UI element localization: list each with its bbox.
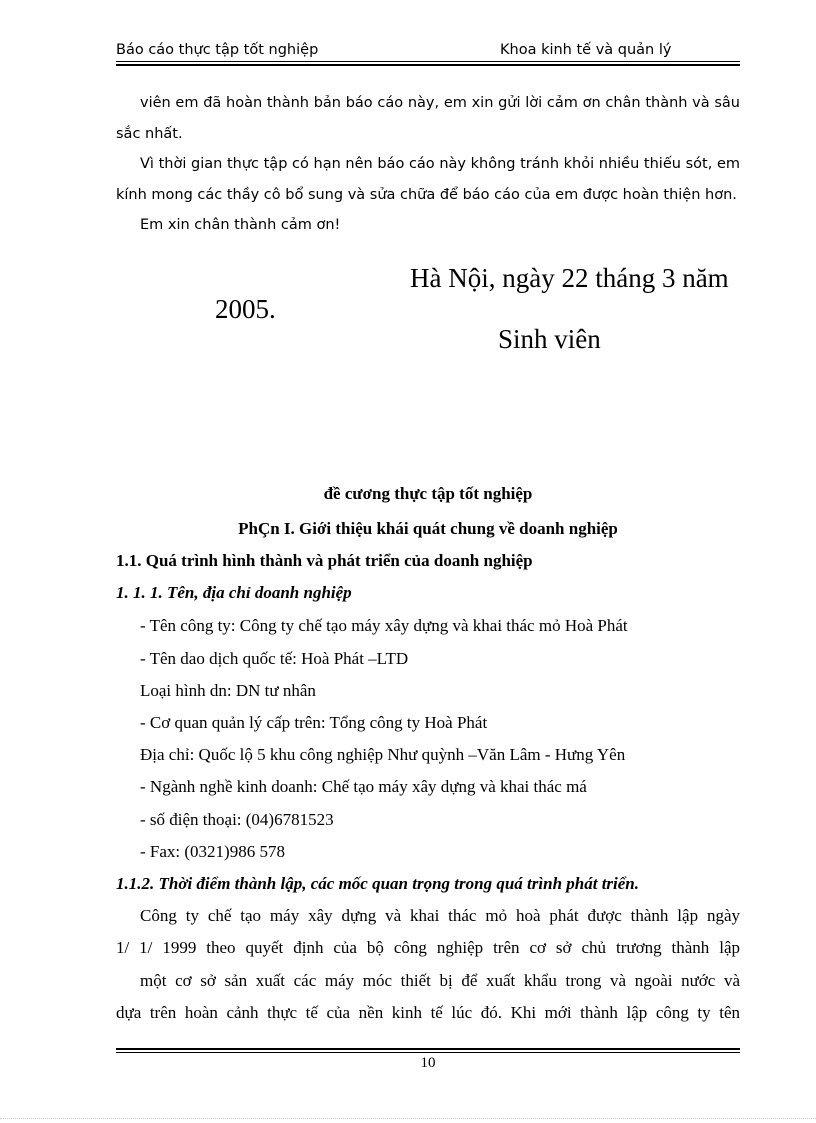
signature-year: 2005. (215, 294, 276, 324)
intro-line-5: Em xin chân thành cảm ơn! (140, 217, 341, 233)
list-item-phone: - số điện thoại: (04)6781523 (140, 810, 334, 829)
para-line-1: Công ty chế tạo máy xây dựng và khai thác mỏ hoà phát được thành lập ngày (140, 906, 740, 925)
intro-line-1: viên em đã hoàn thành bản báo cáo này, em xin gửi lời cảm ơn chân thành và sâu (140, 95, 740, 111)
para-line-4: dựa trên hoàn cảnh thực tế của nền kinh tế lúc đó. Khi mới thành lập công ty tên (116, 1003, 740, 1022)
intro-line-2: sắc nhất. (116, 126, 183, 142)
list-item-address: Địa chỉ: Quốc lộ 5 khu công nghiệp Như quỳnh –Văn Lâm - Hưng Yên (140, 745, 626, 764)
signature-role: Sinh viên (498, 324, 601, 354)
header-rule-thick (116, 64, 740, 66)
list-item-fax: - Fax: (0321)986 578 (140, 842, 285, 861)
section-1-1-heading: 1.1. Quá trình hình thành và phát triển của doanh nghiệp (116, 551, 533, 570)
section-1-1-2-heading: 1.1.2. Thời điểm thành lập, các mốc quan trọng trong quá trình phát triển. (116, 874, 640, 893)
list-item-company-name: - Tên công ty: Công ty chế tạo máy xây dựng và khai thác mỏ Hoà Phát (140, 616, 628, 635)
list-item-business-type: Loại hình dn: DN tư nhân (140, 681, 316, 700)
header-right: Khoa kinh tế và quản lý (500, 42, 672, 58)
header-left: Báo cáo thực tập tốt nghiệp (116, 42, 319, 58)
page-number: 10 (420, 1055, 436, 1071)
footer-rule-thick (116, 1048, 740, 1050)
page-bottom-divider (0, 1118, 816, 1119)
section-1-1-1-heading: 1. 1. 1. Tên, địa chỉ doanh nghiệp (116, 583, 352, 602)
list-item-business-line: - Ngành nghề kinh doanh: Chế tạo máy xây dựng và khai thác má (140, 777, 587, 796)
para-line-2: 1/ 1/ 1999 theo quyết định của bộ công nghiệp trên cơ sở chủ trương thành lập (116, 938, 740, 957)
outline-title: đề cương thực tập tốt nghiệp (323, 484, 533, 503)
para-line-3: một cơ sở sản xuất các máy móc thiết bị để xuất khẩu trong và ngoài nước và (140, 971, 740, 990)
list-item-trade-name: - Tên dao dịch quốc tế: Hoà Phát –LTD (140, 649, 409, 668)
intro-line-3: Vì thời gian thực tập có hạn nên báo cáo này không tránh khỏi nhiều thiếu sót, em (140, 156, 740, 172)
footer-rule-thin (116, 1052, 740, 1053)
header-rule-thin (116, 61, 740, 62)
intro-line-4: kính mong các thầy cô bổ sung và sửa chữa để báo cáo của em được hoàn thiện hơn. (116, 187, 737, 203)
outline-part-heading: PhÇn I. Giới thiệu khái quát chung về doanh nghiệp (238, 519, 618, 538)
list-item-governing-body: - Cơ quan quản lý cấp trên: Tổng công ty Hoà Phát (140, 713, 488, 732)
signature-date: Hà Nội, ngày 22 tháng 3 năm (410, 263, 729, 293)
